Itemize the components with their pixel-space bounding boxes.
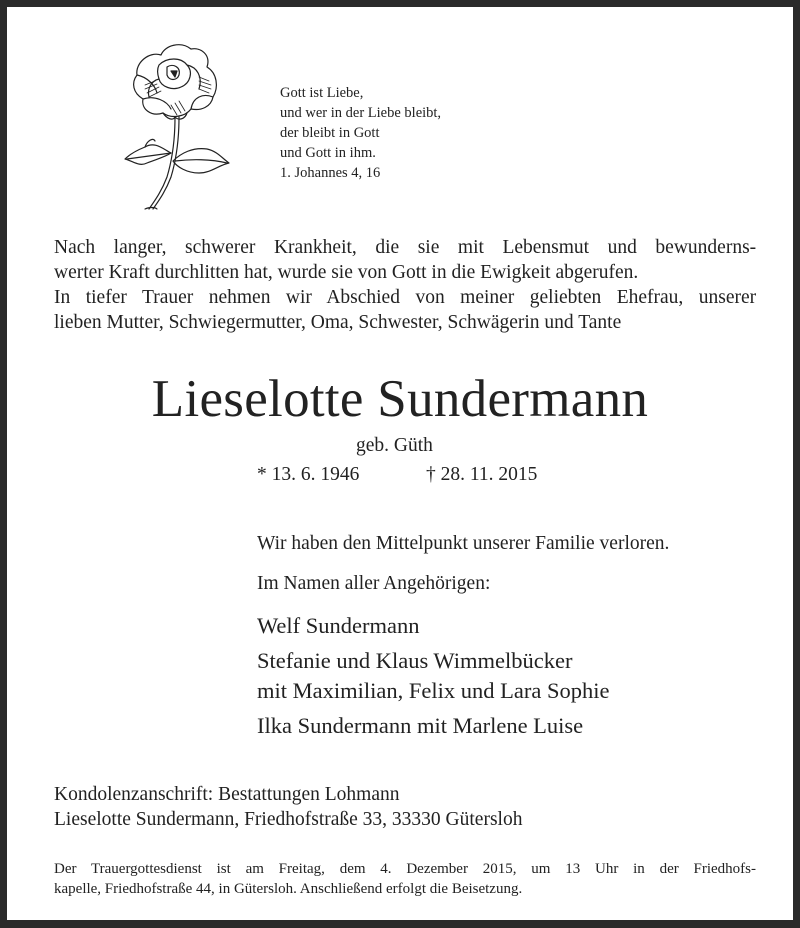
condolence-address [54,782,522,832]
obituary-page [7,7,793,920]
bible-verse [280,83,441,183]
death-date: † 28. 11. 2015 [426,464,538,485]
mourner-entry: Ilka Sundermann mit Marlene Luise [257,713,584,738]
service-line: Der Trauergottesdienst ist am Freitag, dem 4. Dezember 2015, um 13 Uhr in der Friedhofs- [54,861,756,877]
intro-line: Nach langer, schwerer Krankheit, die sie mit Lebensmut und bewunderns- [54,237,757,258]
verse-reference: 1. Johannes 4, 16 [280,165,381,181]
deceased-name: Lieselotte Sundermann [151,370,649,428]
maiden-name: geb. Güth [356,435,433,456]
service-line: kapelle, Friedhofstraße 44, in Gütersloh. Anschließend erfolgt die Beisetzung. [54,881,523,897]
rose-icon [115,37,235,217]
birth-date: * 13. 6. 1946 [257,464,360,485]
verse-line: und Gott in ihm. [280,145,376,161]
mourner-entry: mit Maximilian, Felix und Lara Sophie [257,678,610,703]
on-behalf-label: Im Namen aller Angehörigen: [257,573,491,594]
mourner-entry: Welf Sundermann [257,613,420,638]
loss-statement: Wir haben den Mittelpunkt unserer Familie verloren. [257,533,670,554]
intro-paragraph [54,235,756,335]
verse-line: Gott ist Liebe, [280,85,364,101]
intro-line: werter Kraft durchlitten hat, wurde sie von Gott in die Ewigkeit abgerufen. [54,262,639,283]
verse-line: der bleibt in Gott [280,125,380,141]
mourner-entry: Stefanie und Klaus Wimmelbücker [257,648,573,673]
condolence-line: Lieselotte Sundermann, Friedhofstraße 33, 33330 Gütersloh [54,809,523,830]
verse-line: und wer in der Liebe bleibt, [280,105,442,121]
mourners-list [257,611,609,741]
intro-line: lieben Mutter, Schwiegermutter, Oma, Schwester, Schwägerin und Tante [54,312,622,333]
service-notice [54,859,756,899]
condolence-line: Kondolenzanschrift: Bestattungen Lohmann [54,784,400,805]
intro-line: In tiefer Trauer nehmen wir Abschied von meiner geliebten Ehefrau, unserer [54,287,757,308]
